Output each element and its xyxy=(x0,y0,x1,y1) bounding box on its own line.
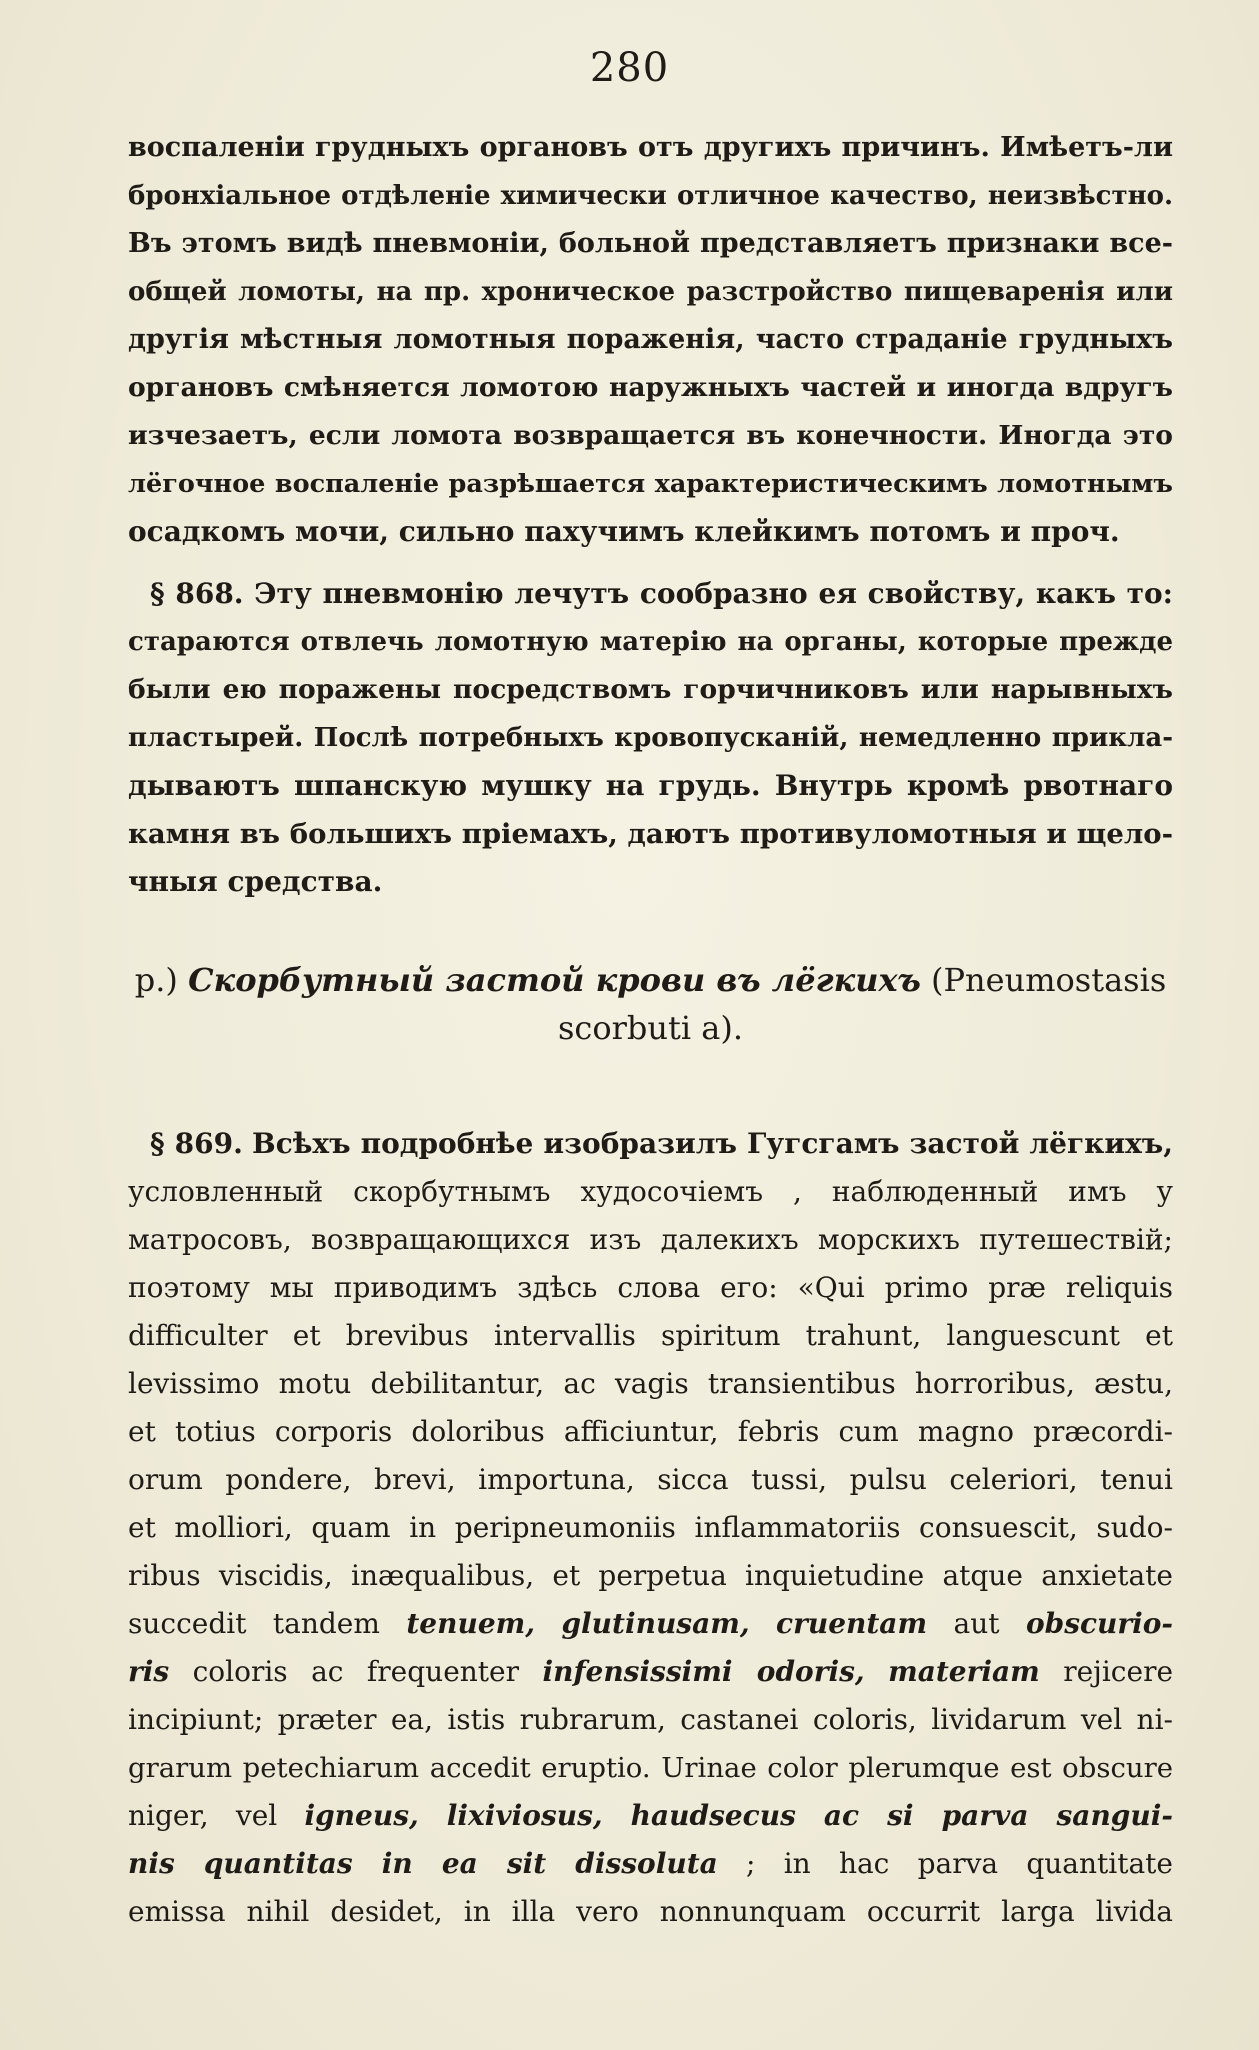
italic-term: tenuem, xyxy=(406,1607,536,1640)
text-span: niger, vel xyxy=(128,1799,278,1832)
italic-term: ris xyxy=(128,1655,170,1688)
text-line: условленный скорбутнымъ худосочіемъ , наблюденный имъ у xyxy=(128,1175,1173,1208)
italic-term: glutinusam, xyxy=(561,1607,750,1640)
heading-latin: (Pneumostasis xyxy=(931,961,1167,999)
italic-term: cruentam xyxy=(776,1607,928,1640)
text-line: осадкомъ мочи, сильно пахучимъ клейкимъ потомъ и проч. xyxy=(128,515,1120,548)
text-line: чныя средства. xyxy=(128,865,383,898)
text-line: et totius corporis doloribus afficiuntur, febris cum magno præcordi- xyxy=(128,1415,1173,1448)
text-line: воспаленіи грудныхъ органовъ отъ другихъ причинъ. Имѣетъ-ли xyxy=(128,132,1173,163)
italic-term: nis quantitas in ea sit dissoluta xyxy=(128,1847,718,1880)
text-span: ; in hac parva quantitate xyxy=(746,1847,1173,1880)
text-span: rejicere xyxy=(1063,1655,1174,1688)
text-line: пластырей. Послѣ потребныхъ кровопусканій, немедленно прикла- xyxy=(128,723,1173,753)
text-line: были ею поражены посредствомъ горчичниковъ или нарывныхъ xyxy=(128,674,1173,705)
text-line: общей ломоты, на пр. хроническое разстройство пищеваренія или xyxy=(128,277,1173,307)
text-line: бронхіальное отдѣленіе химически отличное качество, неизвѣстно. xyxy=(128,181,1173,211)
text-line: камня въ большихъ пріемахъ, даютъ противуломотныя и щело- xyxy=(128,818,1173,850)
text-line: изчезаетъ, если ломота возвращается въ конечности. Иногда это xyxy=(128,420,1173,451)
heading-line-1 xyxy=(128,956,1173,1004)
text-line: orum pondere, brevi, importuna, sicca tussi, pulsu celeriori, tenui xyxy=(128,1463,1173,1496)
text-line: органовъ смѣняется ломотою наружныхъ частей и иногда вдругъ xyxy=(128,372,1173,403)
italic-term: materiam xyxy=(888,1655,1040,1688)
text-line xyxy=(128,1600,1173,1648)
text-span: succedit tandem xyxy=(128,1607,380,1640)
text-line: стараются отвлечь ломотную матерію на органы, которые прежде xyxy=(128,627,1173,657)
italic-term: infensissimi odoris, xyxy=(542,1655,865,1688)
text-line: grarum petechiarum accedit eruptio. Urinae color plerumque est obscure xyxy=(128,1752,1173,1784)
text-line: дываютъ шпанскую мушку на грудь. Внутрь кромѣ рвотнаго xyxy=(128,769,1173,802)
text-line: поэтому мы приводимъ здѣсь слова его: «Qui primo præ reliquis xyxy=(128,1271,1173,1304)
text-line: difficulter et brevibus intervallis spiritum trahunt, languescunt et xyxy=(128,1319,1173,1352)
italic-term: obscurio- xyxy=(1025,1607,1174,1640)
text-line: матросовъ, возвращающихся изъ далекихъ морскихъ путешествій; xyxy=(128,1223,1173,1256)
text-line: emissa nihil desidet, in illa vero nonnunquam occurrit larga livida xyxy=(128,1895,1173,1928)
text-span: aut xyxy=(953,1607,1000,1640)
section-heading xyxy=(128,956,1173,1052)
italic-term: igneus, lixiviosus, haudsecus ac si parva sangui- xyxy=(304,1799,1173,1832)
text-line: § 868. Эту пневмонію лечутъ сообразно ея свойству, какъ то: xyxy=(150,577,1173,610)
paragraph-868 xyxy=(128,570,1173,906)
heading-prefix: p.) xyxy=(134,961,178,999)
text-line: incipiunt; præter ea, istis rubrarum, castanei coloris, lividarum vel ni- xyxy=(128,1703,1173,1736)
text-line: et molliori, quam in peripneumoniis inflammatoriis consuescit, sudo- xyxy=(128,1511,1173,1544)
section-number: § 869. xyxy=(150,1127,243,1160)
text-line xyxy=(128,1120,1173,1168)
text-line: другія мѣстныя ломотныя пораженія, часто страданіе грудныхъ xyxy=(128,324,1173,355)
text-line: Въ этомъ видѣ пневмоніи, больной представляетъ признаки все- xyxy=(128,228,1173,259)
text-line: levissimo motu debilitantur, ac vagis transientibus horroribus, æstu, xyxy=(128,1367,1173,1400)
text-line xyxy=(128,1840,1173,1888)
paragraph-867-continuation xyxy=(128,124,1173,556)
paragraph-869 xyxy=(128,1120,1173,1936)
text-line xyxy=(128,1648,1173,1696)
text-line: лёгочное воспаленіе разрѣшается характеристическимъ ломотнымъ xyxy=(128,469,1173,499)
page-number: 280 xyxy=(589,45,670,91)
text-span: coloris ac frequenter xyxy=(192,1655,520,1688)
text-line: ribus viscidis, inæqualibus, et perpetua inquietudine atque anxietate xyxy=(128,1559,1173,1592)
text-line xyxy=(128,1792,1173,1840)
heading-title: Скорбутный застой крови въ лёгкихъ xyxy=(188,961,921,999)
text-span: Всѣхъ подробнѣе изобразилъ Гугсгамъ застой лёгкихъ, xyxy=(252,1127,1174,1160)
heading-line-2: scorbuti a). xyxy=(558,1009,743,1047)
